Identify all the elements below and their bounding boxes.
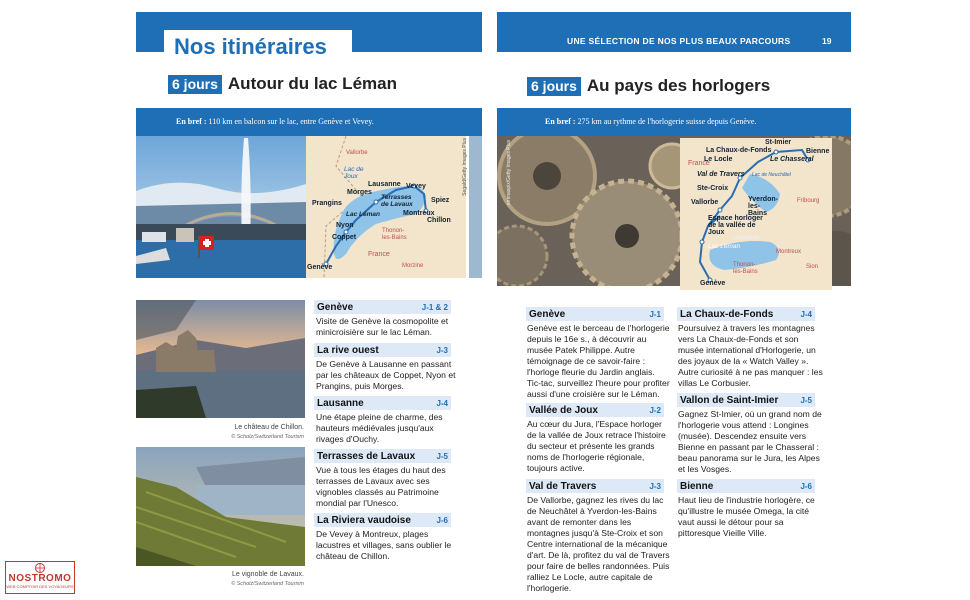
- map-label-fribourg: Fribourg: [797, 198, 820, 204]
- left-stage-1-name: Genève: [317, 301, 354, 313]
- section-title: Nos itinéraires: [164, 30, 337, 62]
- map-label-lac-joux: Lac de Joux: [344, 166, 364, 180]
- left-stage-4-head: [314, 449, 451, 463]
- page-number: 19: [822, 36, 832, 46]
- left-stage-2-day: J-3: [436, 345, 448, 355]
- left-stage-5-name: La Riviera vaudoise: [317, 514, 411, 526]
- left-stage-5-text: De Vevey à Montreux, plages lacustres et villages, sans oublier le château de Chillon.: [316, 529, 452, 561]
- map-label-chaux: La Chaux-de-Fonds: [706, 147, 772, 154]
- right-stage-2-day: J-2: [649, 405, 661, 415]
- map-label-lausanne-right: Lausanne: [733, 235, 760, 241]
- right-stage-1-head: [526, 307, 664, 321]
- right-stage-6-day: J-6: [800, 481, 812, 491]
- left-stage-4-name: Terrasses de Lavaux: [317, 450, 416, 462]
- left-en-bref: [136, 108, 482, 136]
- right-stage-1-text: Genève est le berceau de l'horlogerie depuis le 16e s., à découvrir au musée Patek Philippe. Autre témoignage de ce savoir-faire : l'horloge fleurie du Jardin anglais. Tic-tac, surveillez l'heure pour profiter aussi d'une croisière sur le Léman.: [527, 323, 670, 399]
- nostromo-logo[interactable]: [5, 561, 75, 594]
- left-stage-5-day: J-6: [436, 515, 448, 525]
- right-bref-label: En bref :: [545, 117, 576, 126]
- left-bref-text: 110 km en balcon sur le lac, entre Genève et Vevey.: [208, 117, 374, 126]
- header-bar-right: [497, 12, 851, 52]
- right-stage-5-day: J-5: [800, 395, 812, 405]
- map-label-thonon: Thonon-les-Bains: [382, 228, 407, 241]
- right-stage-1-day: J-1: [649, 309, 661, 319]
- running-title: UNE SÉLECTION DE NOS PLUS BEAUX PARCOURS: [567, 36, 791, 46]
- right-stage-1-name: Genève: [529, 308, 566, 320]
- left-stage-1-head: [314, 300, 451, 314]
- right-stage-3-name: Val de Travers: [529, 480, 597, 492]
- map-label-coppet: Coppet: [332, 234, 357, 241]
- right-stage-3-day: J-3: [649, 481, 661, 491]
- map-label-spiez: Spiez: [431, 197, 450, 204]
- caption-lavaux: [200, 570, 304, 589]
- right-stage-4-name: La Chaux-de-Fonds: [680, 308, 774, 320]
- map-label-chasseral: Le Chasseral: [770, 156, 814, 163]
- map-label-montreux: Montreux: [403, 210, 435, 217]
- caption-chillon: [200, 423, 304, 442]
- right-stage-5-name: Vallon de Saint-Imier: [680, 394, 779, 406]
- right-stage-4-head: [677, 307, 815, 321]
- right-stage-4-day: J-4: [800, 309, 812, 319]
- left-map-right-strip: [469, 136, 482, 278]
- map-label-morzine: Morzine: [402, 263, 424, 269]
- lavaux-photo: [136, 447, 305, 566]
- right-photo-credit: emmaspix/Getty Images Plus: [506, 140, 512, 206]
- left-stage-2-text: De Genève à Lausanne en passant par les châteaux de Coppet, Nyon et Prangins, puis Morges.: [316, 359, 456, 391]
- right-stage-2-name: Vallée de Joux: [529, 404, 598, 416]
- left-bref-label: En bref :: [176, 117, 207, 126]
- right-stage-6-text: Haut lieu de l'industrie horlogère, ce qu'illustre le musée Omega, la cité vaut aussi le détour pour sa pittoresque Vieille Ville.: [678, 495, 815, 538]
- map-label-vevey: Vevey: [406, 183, 426, 190]
- map-label-st-imier: St-Imier: [765, 139, 792, 146]
- geneva-photo: [136, 136, 306, 278]
- left-stage-3-text: Une étape pleine de charme, des hauteurs médiévales jusqu'aux rivages d'Ouchy.: [316, 412, 443, 444]
- caption-lavaux-credit: © Scholz/Switzerland Tourism: [231, 581, 304, 587]
- right-stage-2-head: [526, 403, 664, 417]
- left-stage-1-text: Visite de Genève la cosmopolite et minicroisière sur le lac Léman.: [316, 316, 449, 337]
- map-label-vallorbe: Vallorbe: [346, 150, 368, 156]
- right-route-title: Au pays des horlogers: [586, 76, 771, 95]
- map-label-france-right: France: [688, 160, 710, 167]
- map-label-bienne: Bienne: [806, 148, 830, 155]
- map-label-sion: Sion: [806, 264, 819, 270]
- right-bref-text: 275 km au rythme de l'horlogerie suisse depuis Genève.: [577, 117, 757, 126]
- left-stage-4-day: J-5: [436, 451, 448, 461]
- right-stage-5-head: [677, 393, 815, 407]
- right-days-badge: 6 jours: [527, 77, 581, 96]
- left-photo-credit: Segald/Getty Images Plus: [462, 138, 468, 196]
- map-label-lausanne: Lausanne: [368, 181, 401, 188]
- map-label-val-travers: Val de Travers: [697, 171, 745, 178]
- right-en-bref: [497, 108, 851, 136]
- map-label-lac-leman: Lac Léman: [346, 211, 380, 218]
- map-label-nyon: Nyon: [336, 222, 354, 229]
- right-stage-3-text: De Vallorbe, gagnez les rives du lac de Neuchâtel à Yverdon-les-Bains avant de remonter dans les montagnes jusqu'à Ste-Croix et son Centre international de la mécanique d'art. De là, profitez du val de Travers pour faire de belles randonnées. Puis ralliez Le Locle, autre capitale de l'horlogerie.: [527, 495, 670, 593]
- right-stage-6-name: Bienne: [680, 480, 714, 492]
- map-label-yverdon: Yverdon-les-Bains: [748, 196, 778, 217]
- left-stage-3-name: Lausanne: [317, 397, 364, 409]
- chillon-photo: [136, 300, 305, 418]
- left-route-heading: [168, 74, 397, 94]
- right-stage-2-text: Au cœur du Jura, l'Espace horloger de la vallée de Joux retrace l'histoire du secteur et présente les grands noms de l'horlogerie régionale, toujours active.: [527, 419, 666, 473]
- map-label-terrasses: Terrasses de Lavaux: [381, 194, 413, 208]
- map-label-morges: Morges: [347, 189, 372, 196]
- caption-chillon-text: Le château de Chillon.: [234, 424, 304, 431]
- right-stage-6-head: [677, 479, 815, 493]
- map-label-ste-croix: Ste-Croix: [697, 185, 729, 192]
- logo-name: NOSTROMO: [8, 573, 72, 584]
- map-label-espace: Espace horloger de la vallée de Joux: [708, 215, 763, 236]
- right-stage-4-text: Poursuivez à travers les montagnes vers La Chaux-de-Fonds et son musée international d'Horlogerie, un des joyaux de la « Watch Valley ». Autre curiosité à ne pas manquer : les villas Le Corbusier.: [678, 323, 823, 388]
- map-label-geneve-right: Genève: [700, 280, 726, 287]
- right-stage-3-head: [526, 479, 664, 493]
- map-label-vallorbe-right: Vallorbe: [691, 199, 719, 206]
- globe-icon: [33, 563, 47, 573]
- map-label-lac-leman-right: Lac Léman: [708, 243, 741, 250]
- logo-tagline: WEB COMPTOIR DES VOYAGEURS: [6, 584, 74, 589]
- map-label-chillon: Chillon: [427, 217, 451, 224]
- left-stage-2-head: [314, 343, 451, 357]
- map-label-thonon-right: Thonon-les-Bains: [733, 262, 758, 275]
- map-label-montreux-right: Montreux: [776, 249, 802, 255]
- caption-chillon-credit: © Scholz/Switzerland Tourism: [231, 434, 304, 440]
- left-stage-5-head: [314, 513, 451, 527]
- caption-lavaux-text: Le vignoble de Lavaux.: [232, 571, 304, 578]
- left-stage-3-head: [314, 396, 451, 410]
- left-stage-2-name: La rive ouest: [317, 344, 379, 356]
- right-stage-5-text: Gagnez St-Imier, où un grand nom de l'horlogerie vous attend : Longines (musée). Descendez ensuite vers Bienne en passant par le Chasseral : beau panorama sur le Jura, les Alpes et les Vosges.: [678, 409, 822, 474]
- left-stage-4-text: Vue à tous les étages du haut des terrasses de Lavaux avec ses vignobles classés au Patrimoine mondial par l'Unesco.: [316, 465, 446, 508]
- right-route-heading: [527, 76, 770, 96]
- left-stage-3-day: J-4: [436, 398, 448, 408]
- map-label-geneve: Genève: [307, 264, 333, 271]
- map-label-lac-neuchatel: Lac de Neuchâtel: [752, 172, 791, 178]
- left-stage-1-day: J-1 & 2: [421, 302, 448, 312]
- map-label-prangins: Prangins: [312, 200, 342, 207]
- left-route-title: Autour du lac Léman: [227, 74, 397, 93]
- left-days-badge: 6 jours: [168, 75, 222, 94]
- map-label-locle: Le Locle: [704, 156, 733, 163]
- map-label-france: France: [368, 251, 390, 258]
